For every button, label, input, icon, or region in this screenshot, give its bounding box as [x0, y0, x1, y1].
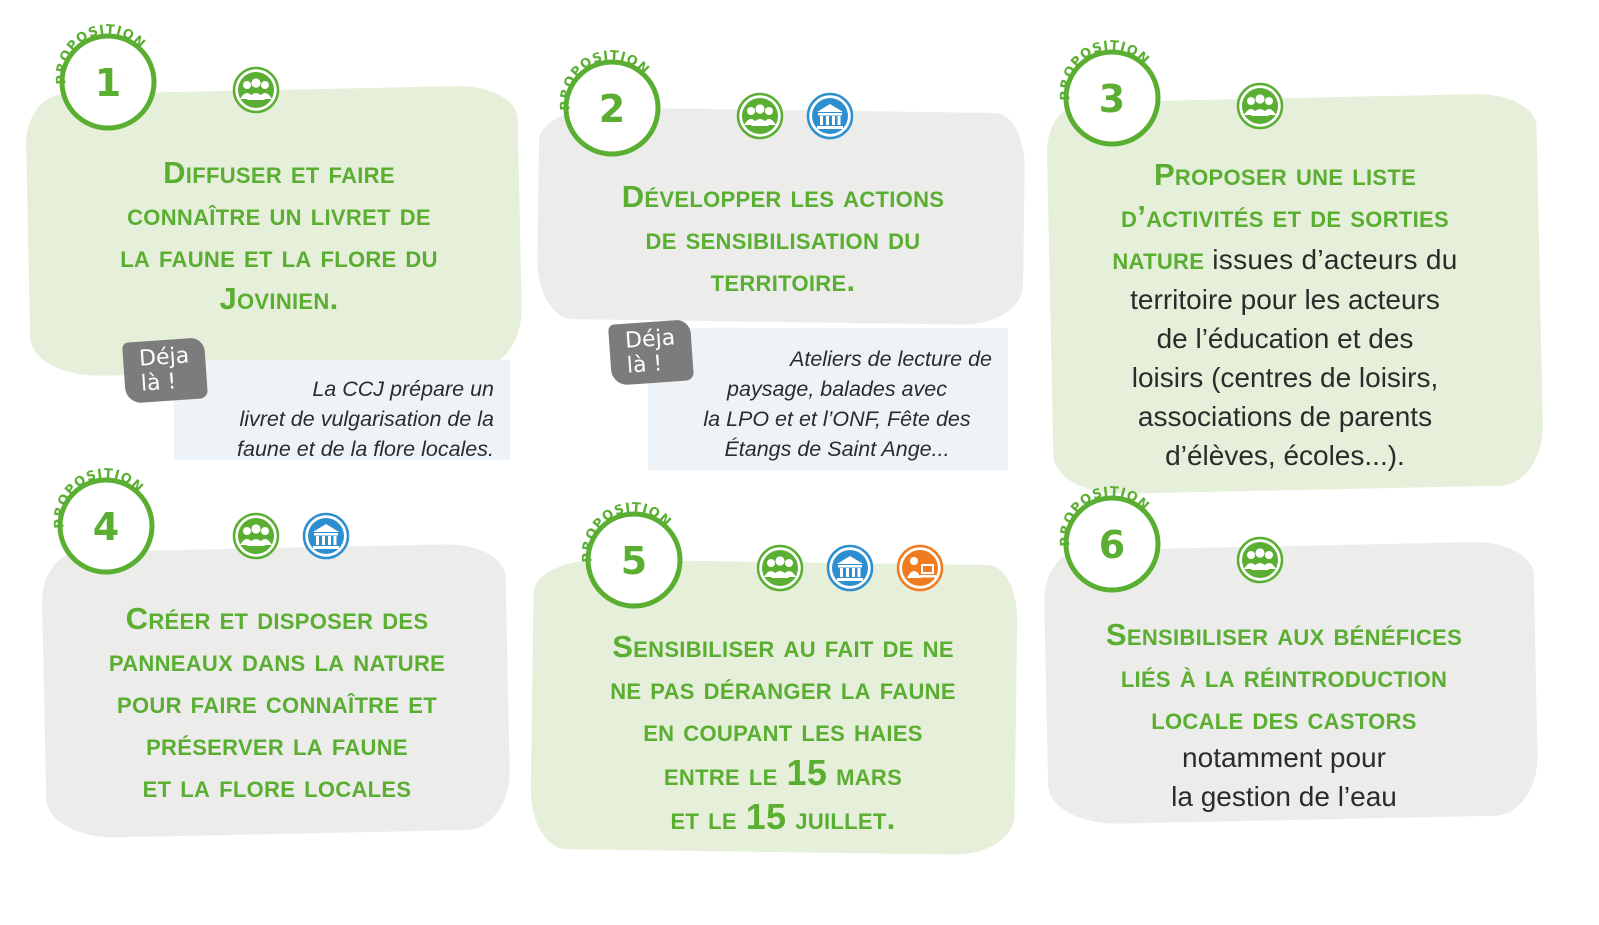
title-line: ne pas déranger la faune	[610, 671, 956, 706]
proposition-badge	[1052, 484, 1170, 602]
proposition-title	[540, 176, 1026, 302]
note-line: faune et de la flore locales.	[237, 437, 494, 461]
date-text: juillet.	[786, 801, 896, 836]
title-line: Sensibiliser aux bénéfices	[1105, 617, 1463, 652]
title-line: d’activités et de sorties	[1121, 199, 1449, 234]
proposition-badge	[574, 500, 692, 618]
actor-icons	[1236, 82, 1284, 130]
title-line: Sensibiliser au fait de ne	[612, 629, 954, 664]
note-line: Étangs de Saint Ange...	[724, 437, 950, 461]
body-line: associations de parents	[1137, 401, 1433, 432]
body-line: d’élèves, écoles...).	[1165, 440, 1405, 471]
badge-number: 2	[598, 87, 626, 131]
people-icon	[1236, 82, 1284, 130]
proposition-badge	[552, 48, 670, 166]
body-line: territoire pour les acteurs	[1130, 284, 1440, 315]
title-line: en coupant les haies	[643, 713, 923, 748]
proposition-title	[1050, 614, 1518, 740]
actor-icons	[756, 544, 944, 592]
proposition-title	[40, 152, 518, 320]
note-line: La CCJ prépare un	[312, 377, 494, 401]
deja-la-tag: Déja là !	[608, 319, 694, 386]
institution-icon	[806, 92, 854, 140]
badge-word: PROPOSITION	[1058, 38, 1153, 101]
title-line: Créer et disposer des	[125, 601, 429, 636]
proposition-badge	[46, 466, 164, 584]
proposition-title	[544, 626, 1022, 840]
proposition-ring-icon	[1052, 484, 1170, 602]
existing-action-note	[174, 360, 510, 460]
proposition-ring-icon	[552, 48, 670, 166]
title-line: panneaux dans la nature	[108, 643, 446, 678]
date-number: 15	[786, 752, 828, 793]
title-line	[1052, 238, 1518, 281]
actor-icons	[232, 512, 350, 560]
badge-word: PROPOSITION	[580, 500, 675, 563]
worker-icon	[896, 544, 944, 592]
date-number: 15	[745, 796, 787, 837]
badge-word: PROPOSITION	[54, 22, 149, 85]
body-line: notamment pour	[1182, 742, 1386, 773]
body-line: la gestion de l’eau	[1171, 781, 1397, 812]
body-line: loisirs (centres de loisirs,	[1131, 362, 1439, 393]
body-line: de l’éducation et des	[1156, 323, 1414, 354]
title-line: Jovinien.	[219, 281, 339, 316]
proposition-ring-icon	[46, 466, 164, 584]
title-line: Diffuser et faire	[163, 155, 395, 190]
proposition-body	[1050, 738, 1518, 816]
title-line: Développer les actions	[621, 179, 945, 214]
title-line: la faune et la flore du	[120, 239, 438, 274]
body-inline: issues d’acteurs du	[1204, 244, 1458, 275]
people-icon	[756, 544, 804, 592]
badge-word: PROPOSITION	[52, 466, 147, 529]
title-line: territoire.	[710, 263, 856, 298]
actor-icons	[232, 66, 280, 114]
date-text: et le	[670, 801, 746, 836]
people-icon	[1236, 536, 1284, 584]
badge-word: PROPOSITION	[558, 48, 653, 111]
badge-number: 3	[1098, 77, 1126, 121]
people-icon	[232, 512, 280, 560]
actor-icons	[736, 92, 854, 140]
title-line	[544, 796, 1022, 840]
note-line: Ateliers de lecture de	[790, 347, 992, 371]
title-line: de sensibilisation du	[645, 221, 921, 256]
institution-icon	[302, 512, 350, 560]
proposition-ring-icon	[574, 500, 692, 618]
badge-number: 5	[620, 539, 648, 583]
date-text: entre le	[663, 757, 787, 792]
badge-word: PROPOSITION	[1058, 484, 1153, 547]
proposition-body	[1052, 280, 1518, 475]
proposition-title	[44, 598, 510, 808]
title-line: liés à la réintroduction	[1120, 659, 1448, 694]
deja-la-tag: Déja là !	[122, 337, 208, 404]
proposition-badge	[48, 22, 166, 140]
badge-number: 4	[92, 505, 120, 549]
date-text: mars	[827, 757, 903, 792]
institution-icon	[826, 544, 874, 592]
title-line	[544, 752, 1022, 796]
note-line: livret de vulgarisation de la	[239, 407, 494, 431]
title-tail: nature	[1112, 241, 1205, 276]
existing-action-note	[648, 328, 1008, 470]
title-line: locale des castors	[1151, 701, 1417, 736]
note-line: la LPO et et l’ONF, Fête des	[703, 407, 971, 431]
proposition-ring-icon	[1052, 38, 1170, 156]
proposition-title	[1052, 154, 1518, 281]
people-icon	[736, 92, 784, 140]
proposition-ring-icon	[48, 22, 166, 140]
title-line: pour faire connaître et	[117, 685, 437, 720]
title-line: connaître un livret de	[127, 197, 431, 232]
title-line: Proposer une liste	[1153, 157, 1417, 192]
proposition-badge	[1052, 38, 1170, 156]
note-line: paysage, balades avec	[727, 377, 947, 401]
title-line: préserver la faune	[146, 727, 408, 762]
actor-icons	[1236, 536, 1284, 584]
badge-number: 1	[94, 61, 122, 105]
people-icon	[232, 66, 280, 114]
title-line: et la flore locales	[142, 769, 412, 804]
badge-number: 6	[1098, 523, 1126, 567]
